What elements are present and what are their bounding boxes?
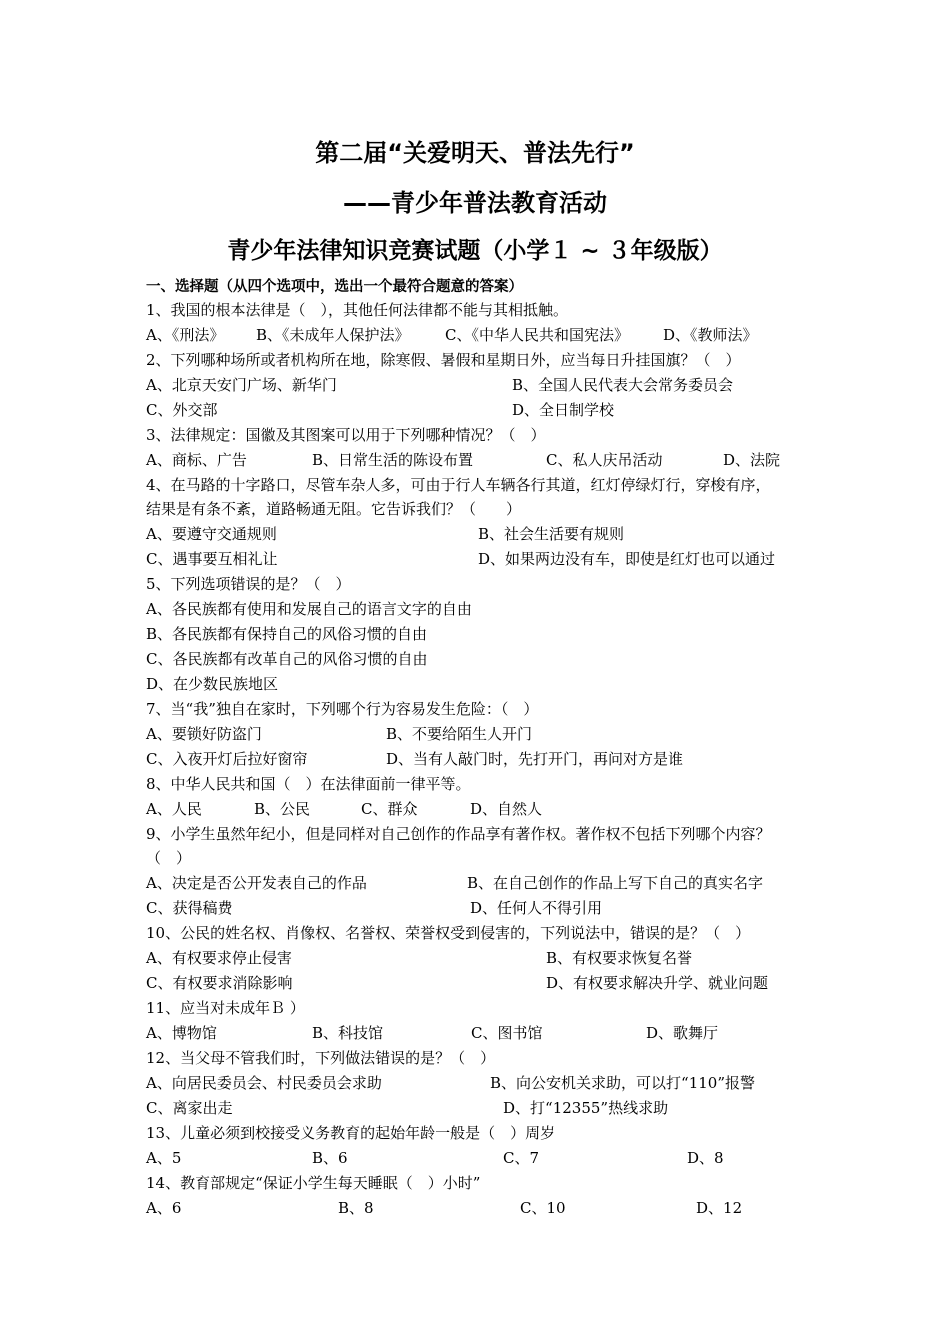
exam-title: 青少年法律知识竞赛试题（小学１ ~ ３年级版） xyxy=(227,238,723,264)
option-a: A、博物馆 xyxy=(146,1024,217,1042)
question-stem: 8、中华人民共和国（ ）在法律面前一律平等。 xyxy=(146,775,471,793)
option-a: A、向居民委员会、村民委员会求助 xyxy=(146,1074,382,1092)
option-c: C、遇事要互相礼让 xyxy=(146,550,278,568)
option-a: A、有权要求停止侵害 xyxy=(146,949,292,967)
option-b: B、日常生活的陈设布置 xyxy=(312,451,474,469)
option-b: B、6 xyxy=(312,1149,348,1167)
option-d: D、任何人不得引用 xyxy=(470,899,603,917)
option-b: B、向公安机关求助，可以打“110”报警 xyxy=(490,1074,755,1092)
option-d: D、12 xyxy=(696,1199,743,1217)
option-b: B、全国人民代表大会常务委员会 xyxy=(512,376,734,394)
option-d: D、歌舞厅 xyxy=(646,1024,719,1042)
option-c: C、图书馆 xyxy=(471,1024,543,1042)
option-b: B、不要给陌生人开门 xyxy=(386,725,533,743)
option-d: D、打“12355”热线求助 xyxy=(503,1099,669,1117)
option-c: C、离家出走 xyxy=(146,1099,233,1117)
section-heading: 一、选择题（从四个选项中，选出一个最符合题意的答案） xyxy=(146,279,523,295)
option-d: D、有权要求解决升学、就业问题 xyxy=(546,974,769,992)
option-b: B、各民族都有保持自己的风俗习惯的自由 xyxy=(146,625,428,643)
option-a: A、5 xyxy=(146,1149,182,1167)
option-a: A、商标、广告 xyxy=(146,451,247,469)
option-b: B、《未成年人保护法》 xyxy=(256,326,410,344)
option-d: D、如果两边没有车，即使是红灯也可以通过 xyxy=(478,550,776,568)
option-c: C、各民族都有改革自己的风俗习惯的自由 xyxy=(146,650,428,668)
option-c: C、私人庆吊活动 xyxy=(546,451,663,469)
question-stem: 3、法律规定：国徽及其图案可以用于下列哪种情况？（ ） xyxy=(146,426,546,444)
question-stem: 13、儿童必须到校接受义务教育的起始年龄一般是（ ）周岁 xyxy=(146,1124,556,1142)
option-b: B、8 xyxy=(338,1199,374,1217)
option-b: B、公民 xyxy=(254,800,311,818)
option-a: A、要遵守交通规则 xyxy=(146,525,277,543)
question-stem: 2、下列哪种场所或者机构所在地，除寒假、暑假和星期日外，应当每日升挂国旗？（ ） xyxy=(146,351,741,369)
option-d: D、当有人敲门时，先打开门，再问对方是谁 xyxy=(386,750,684,768)
option-c: C、入夜开灯后拉好窗帘 xyxy=(146,750,308,768)
question-stem: 10、公民的姓名权、肖像权、名誉权、荣誉权受到侵害的，下列说法中，错误的是？（ ） xyxy=(146,924,751,942)
option-b: B、社会生活要有规则 xyxy=(478,525,625,543)
option-c: C、群众 xyxy=(361,800,418,818)
option-d: D、全日制学校 xyxy=(512,401,615,419)
option-b: B、有权要求恢复名誉 xyxy=(546,949,693,967)
sub-title: ——青少年普法教育活动 xyxy=(343,189,607,217)
option-a: A、决定是否公开发表自己的作品 xyxy=(146,874,367,892)
question-stem-line1: 4、在马路的十字路口，尽管车杂人多，可由于行人车辆各行其道，红灯停绿灯行，穿梭有序， xyxy=(146,476,771,494)
option-d: D、《教师法》 xyxy=(663,326,758,344)
option-a: A、要锁好防盗门 xyxy=(146,725,262,743)
question-stem: 12、当父母不管我们时，下列做法错误的是？（ ） xyxy=(146,1049,496,1067)
option-a: A、6 xyxy=(146,1199,182,1217)
option-d: D、在少数民族地区 xyxy=(146,675,279,693)
option-c: C、10 xyxy=(520,1199,566,1217)
question-stem-line2: （ ） xyxy=(146,849,192,867)
option-a: A、人民 xyxy=(146,800,202,818)
option-c: C、7 xyxy=(503,1149,540,1167)
option-d: D、法院 xyxy=(723,451,781,469)
question-stem: 5、下列选项错误的是？（ ） xyxy=(146,575,351,593)
main-title: 第二届“关爱明天、普法先行” xyxy=(315,139,635,167)
question-stem-line2: 结果是有条不紊，道路畅通无阻。它告诉我们？（ ） xyxy=(146,500,522,518)
option-b: B、科技馆 xyxy=(312,1024,384,1042)
option-d: D、8 xyxy=(687,1149,724,1167)
question-stem: 14、教育部规定“保证小学生每天睡眠（ ）小时” xyxy=(146,1174,481,1192)
option-c: C、外交部 xyxy=(146,401,218,419)
option-c: C、有权要求消除影响 xyxy=(146,974,293,992)
question-stem-line1: 9、小学生虽然年纪小，但是同样对自己创作的作品享有著作权。著作权不包括下列哪个内容？ xyxy=(146,825,771,843)
option-d: D、自然人 xyxy=(470,800,543,818)
option-c: C、《中华人民共和国宪法》 xyxy=(445,326,629,344)
option-c: C、获得稿费 xyxy=(146,899,233,917)
question-stem: 11、应当对未成年Ｂ ） xyxy=(146,999,305,1017)
question-stem: 7、当“我”独自在家时，下列哪个行为容易发生危险：（ ） xyxy=(146,700,539,718)
option-a: A、北京天安门广场、新华门 xyxy=(146,376,337,394)
option-a: A、《刑法》 xyxy=(146,326,225,344)
option-a: A、各民族都有使用和发展自己的语言文字的自由 xyxy=(146,600,472,618)
option-b: B、在自己创作的作品上写下自己的真实名字 xyxy=(467,874,764,892)
question-stem: 1、我国的根本法律是（ ），其他任何法律都不能与其相抵触。 xyxy=(146,301,569,319)
